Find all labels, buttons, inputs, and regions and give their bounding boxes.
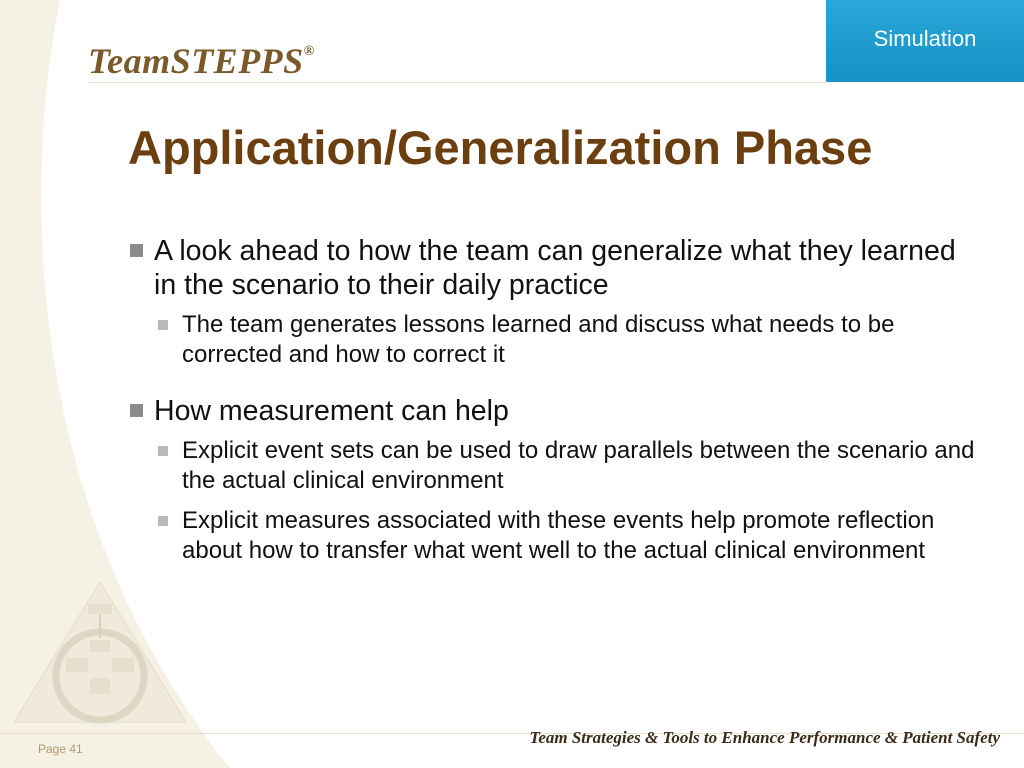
- bullet-1-sub-1: [156, 310, 978, 370]
- teamstepps-logo: [88, 40, 315, 82]
- teamstepps-triangle-graphic: [10, 578, 190, 726]
- bullet-2-text: How measurement can help: [154, 395, 509, 427]
- bullet-1: [128, 234, 978, 302]
- footer-tagline: Team Strategies & Tools to Enhance Performance & Patient Safety: [529, 728, 1000, 747]
- slide-content: [128, 234, 978, 576]
- bullet-2-sub-2-text: Explicit measures associated with these events help promote reflection about how to transfer what went well to the actual clinical environment: [182, 507, 935, 564]
- bullet-1-text: A look ahead to how the team can generalize what they learned in the scenario to their daily practice: [154, 235, 956, 301]
- section-tab: [826, 0, 1024, 82]
- bullet-1-sub-1-text: The team generates lessons learned and discuss what needs to be corrected and how to correct it: [182, 311, 895, 368]
- bullet-2-sub-2: [156, 506, 978, 566]
- registered-mark: ®: [303, 44, 315, 59]
- page-number: Page 41: [38, 742, 83, 756]
- square-bullet-icon: [158, 320, 168, 330]
- bullet-2-sub-1-text: Explicit event sets can be used to draw parallels between the scenario and the actual clinical environment: [182, 437, 975, 494]
- square-bullet-icon: [130, 404, 143, 417]
- header-divider: [88, 82, 826, 83]
- square-bullet-icon: [158, 446, 168, 456]
- section-tab-label: Simulation: [873, 26, 977, 51]
- square-bullet-icon: [130, 244, 143, 257]
- logo-text: TeamSTEPPS: [88, 41, 304, 81]
- slide-title: Application/Generalization Phase: [128, 121, 873, 174]
- bullet-2: [128, 394, 978, 428]
- square-bullet-icon: [158, 516, 168, 526]
- bullet-2-sub-1: [156, 436, 978, 496]
